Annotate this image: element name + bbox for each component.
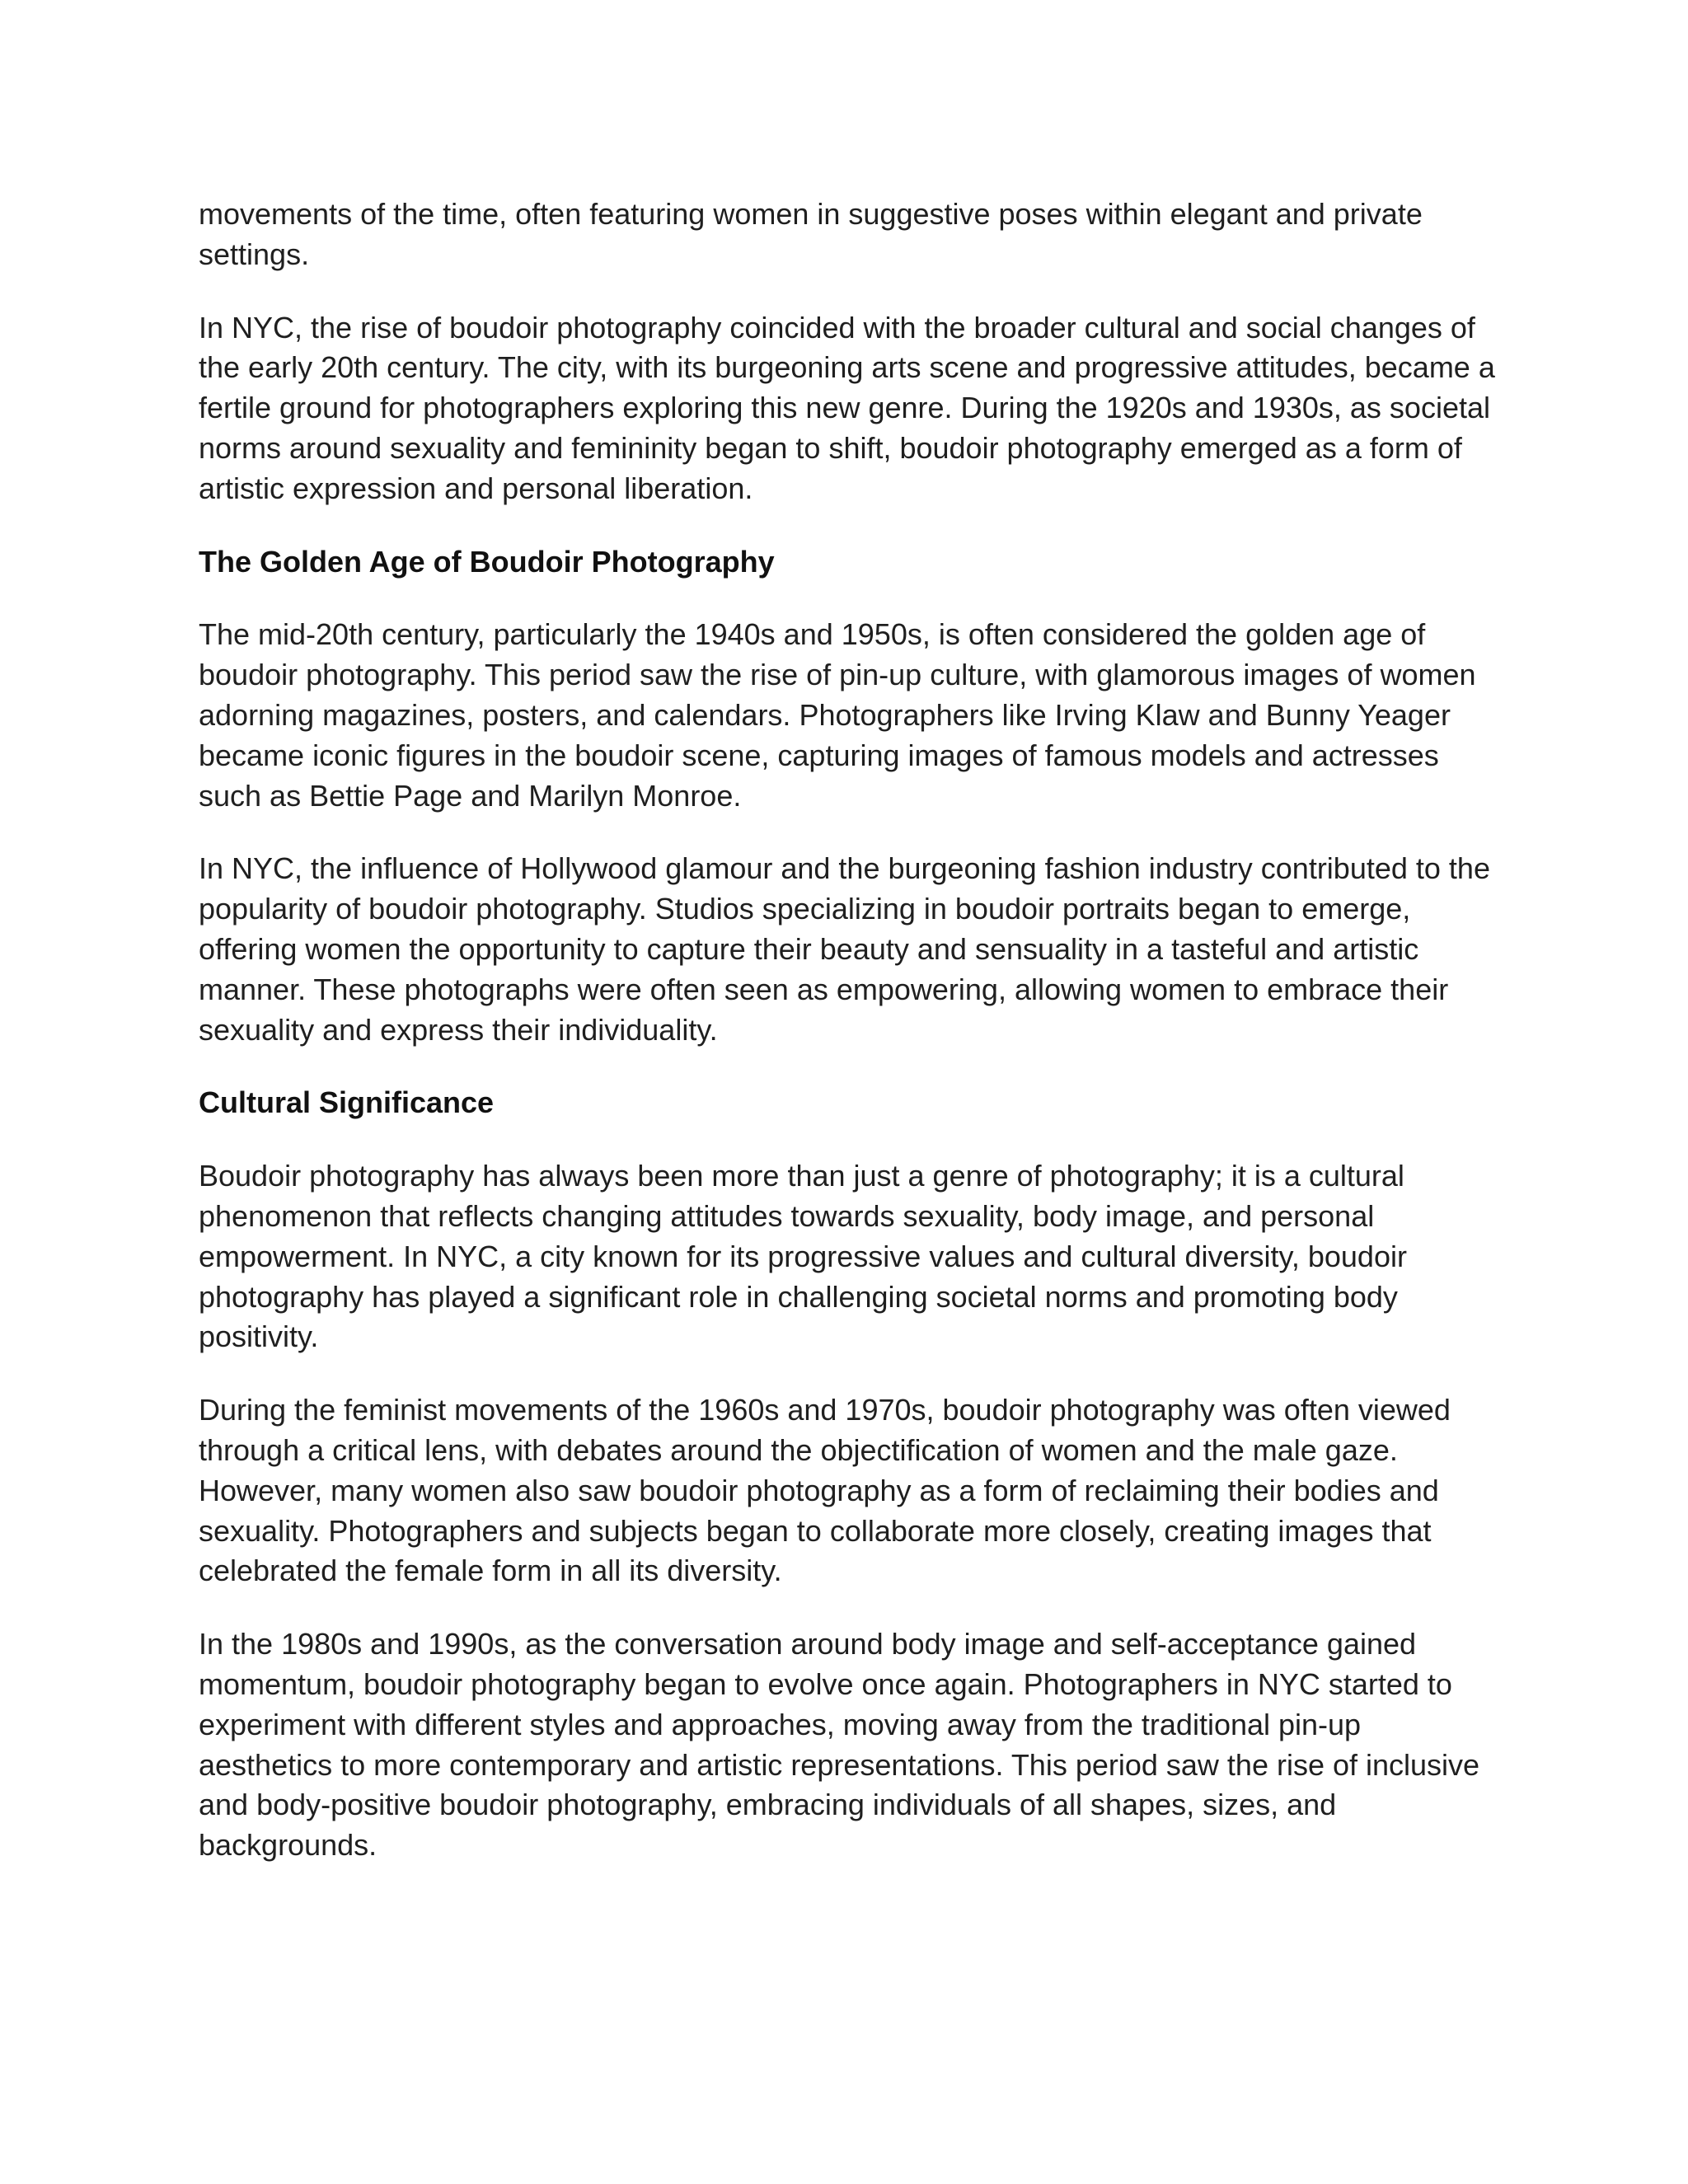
paragraph-feminist-movements: During the feminist movements of the 1960s and 1970s, boudoir photography was often viewed through a critical lens, with debates around the objectification of women and the male gaze. However, many women also saw boudoir photography as a form of reclaiming their bodies and sexuality. Photographers and subjects began to collaborate more closely, creating images that celebrated the female form in all its diversity.: [199, 1393, 1451, 1588]
section-heading-golden-age: The Golden Age of Boudoir Photography: [199, 544, 775, 579]
paragraph-nyc-rise: In NYC, the rise of boudoir photography coincided with the broader cultural and social changes of the early 20th century. The city, with its burgeoning arts scene and progressive attitudes, became a fertile ground for photographers exploring this new genre. During the 1920s and 1930s, as societal norms around sexuality and femininity began to shift, boudoir photography emerged as a form of artistic expression and personal liberation.: [199, 310, 1495, 505]
paragraph-1980s-1990s: In the 1980s and 1990s, as the conversation around body image and self-acceptance gained momentum, boudoir photography began to evolve once again. Photographers in NYC started to experiment with different styles and approaches, moving away from the traditional pin-up aesthetics to more contemporary and artistic representations. This period saw the rise of inclusive and body-positive boudoir photography, embracing individuals of all shapes, sizes, and backgrounds.: [199, 1627, 1480, 1863]
paragraph-intro-continuation: movements of the time, often featuring women in suggestive poses within elegant and private settings.: [199, 197, 1423, 271]
paragraph-nyc-hollywood: In NYC, the influence of Hollywood glamour and the burgeoning fashion industry contributed to the popularity of boudoir photography. Studios specializing in boudoir portraits began to emerge, offering women the opportunity to capture their beauty and sensuality in a tasteful and artistic manner. These photographs were often seen as empowering, allowing women to embrace their sexuality and express their individuality.: [199, 851, 1490, 1047]
section-heading-cultural-significance: Cultural Significance: [199, 1085, 495, 1120]
paragraph-cultural-phenomenon: Boudoir photography has always been more than just a genre of photography; it is a cultural phenomenon that reflects changing attitudes towards sexuality, body image, and personal empowerment. In NYC, a city known for its progressive values and cultural diversity, boudoir photography has played a significant role in challenging societal norms and promoting body positivity.: [199, 1159, 1407, 1354]
document-page: [199, 194, 1501, 1899]
paragraph-golden-age: The mid-20th century, particularly the 1940s and 1950s, is often considered the golden age of boudoir photography. This period saw the rise of pin-up culture, with glamorous images of women adorning magazines, posters, and calendars. Photographers like Irving Klaw and Bunny Yeager became iconic figures in the boudoir scene, capturing images of famous models and actresses such as Bettie Page and Marilyn Monroe.: [199, 617, 1476, 813]
